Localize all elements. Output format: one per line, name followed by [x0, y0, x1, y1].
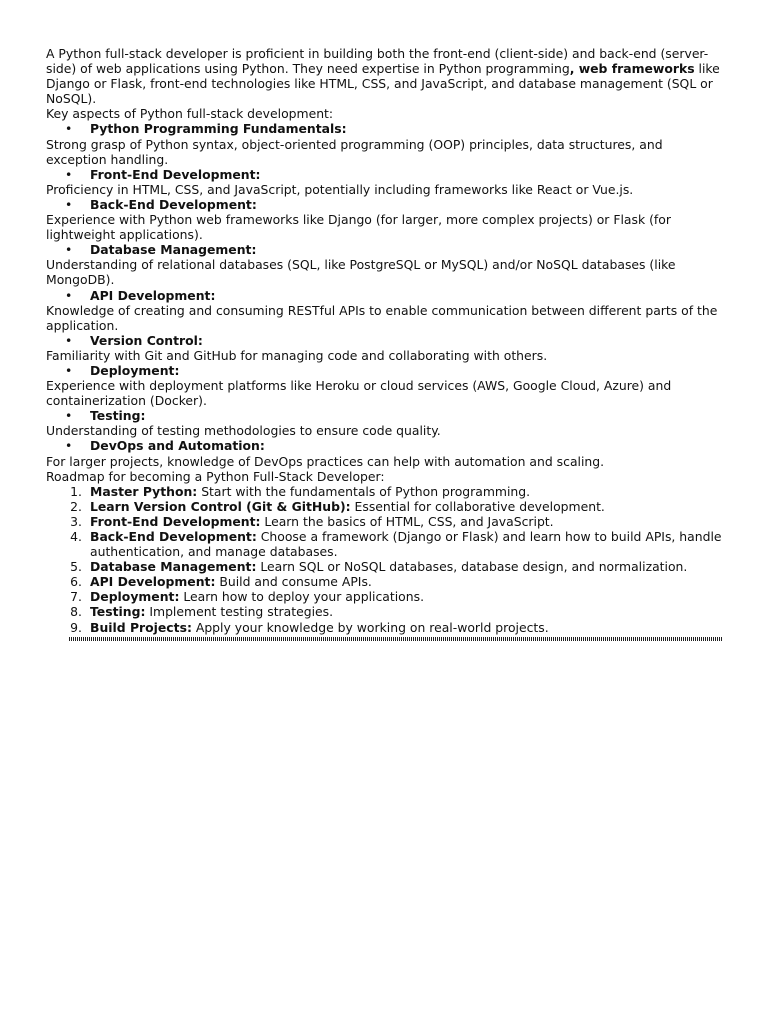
aspects-heading: Key aspects of Python full-stack development:: [46, 106, 334, 122]
roadmap-title: Deployment:: [90, 589, 180, 605]
aspect-description: Experience with deployment platforms like Heroku or cloud services (AWS, Google Cloud, Azure) and containerization (Docker).: [46, 378, 672, 409]
aspect-title: Version Control:: [90, 332, 203, 348]
document-page: [46, 46, 726, 641]
bullet-icon: •: [65, 166, 73, 182]
aspect-item: [46, 438, 726, 468]
roadmap-description: Choose a framework (Django or Flask) and learn how to build APIs, handle authentication, and manage databases.: [90, 529, 722, 560]
roadmap-description: Apply your knowledge by working on real-world projects.: [191, 619, 549, 635]
roadmap-title: Testing:: [90, 604, 146, 620]
roadmap-item: [46, 604, 726, 619]
aspect-item: [46, 288, 726, 333]
aspect-title: Deployment:: [90, 362, 180, 378]
intro-paragraph: [46, 46, 726, 106]
aspect-description: Familiarity with Git and GitHub for managing code and collaborating with others.: [46, 347, 548, 363]
aspect-description: Strong grasp of Python syntax, object-oriented programming (OOP) principles, data structures, and exception handling.: [46, 136, 663, 167]
aspect-item: [46, 242, 726, 287]
bullet-icon: •: [65, 362, 73, 378]
aspect-item: [46, 408, 726, 438]
bullet-icon: •: [65, 196, 73, 212]
roadmap-title: Master Python:: [90, 483, 198, 499]
roadmap-heading: Roadmap for becoming a Python Full-Stack Developer:: [46, 468, 385, 484]
roadmap-title: API Development:: [90, 574, 216, 590]
aspect-item: [46, 197, 726, 242]
roadmap-description: Start with the fundamentals of Python programming.: [197, 483, 531, 499]
roadmap-item: [46, 574, 726, 589]
roadmap-number: 6.: [70, 574, 82, 590]
aspect-item: [46, 121, 726, 166]
bullet-icon: •: [65, 438, 73, 454]
roadmap-number: 7.: [70, 589, 82, 605]
aspect-description: Proficiency in HTML, CSS, and JavaScript, potentially including frameworks like React or Vue.js.: [46, 181, 634, 197]
roadmap-description: Implement testing strategies.: [145, 604, 334, 620]
roadmap-description: Learn SQL or NoSQL databases, database design, and normalization.: [256, 559, 688, 575]
bullet-icon: •: [65, 121, 73, 137]
aspect-description: Understanding of testing methodologies to ensure code quality.: [46, 423, 441, 439]
roadmap-description: Learn the basics of HTML, CSS, and JavaScript.: [260, 513, 554, 529]
roadmap-number: 5.: [70, 559, 82, 575]
roadmap-number: 3.: [70, 513, 82, 529]
horizontal-divider: [69, 637, 723, 641]
roadmap-item: [46, 529, 726, 559]
aspect-description: For larger projects, knowledge of DevOps practices can help with automation and scaling.: [46, 453, 605, 469]
aspect-item: [46, 363, 726, 408]
roadmap-item: [46, 620, 726, 635]
roadmap-title: Front-End Development:: [90, 513, 261, 529]
roadmap-number: 9.: [70, 619, 82, 635]
roadmap-description: Essential for collaborative development.: [350, 498, 605, 514]
bullet-icon: •: [65, 332, 73, 348]
roadmap-item: [46, 514, 726, 529]
aspect-title: Front-End Development:: [90, 166, 261, 182]
aspect-item: [46, 167, 726, 197]
aspect-item: [46, 333, 726, 363]
aspects-list: [46, 121, 726, 468]
roadmap-list: [46, 484, 726, 635]
aspect-title: Back-End Development:: [90, 196, 257, 212]
intro-bold-text: , web frameworks: [569, 61, 695, 77]
aspect-description: Knowledge of creating and consuming RESTful APIs to enable communication between different parts of the application.: [46, 302, 718, 333]
aspect-title: Database Management:: [90, 242, 257, 258]
roadmap-item: [46, 499, 726, 514]
intro-text: A Python full-stack developer is proficient in building both the front-end (client-side) and back-end (server-side) of web applications using Python. They need expertise in Python programming: [46, 46, 709, 77]
bullet-icon: •: [65, 287, 73, 303]
bullet-icon: •: [65, 408, 73, 424]
aspect-title: API Development:: [90, 287, 216, 303]
roadmap-number: 4.: [70, 529, 82, 544]
roadmap-item: [46, 559, 726, 574]
roadmap-title: Database Management:: [90, 559, 257, 575]
aspect-description: Understanding of relational databases (SQL, like PostgreSQL or MySQL) and/or NoSQL databases (like MongoDB).: [46, 257, 676, 288]
intro-text-continued: like Django or Flask, front-end technologies like HTML, CSS, and JavaScript, and database management (SQL or NoSQL).: [46, 61, 720, 107]
roadmap-title: Learn Version Control (Git & GitHub):: [90, 498, 351, 514]
roadmap-number: 8.: [70, 604, 82, 620]
bullet-icon: •: [65, 242, 73, 258]
roadmap-item: [46, 484, 726, 499]
roadmap-title: Back-End Development:: [90, 529, 257, 544]
roadmap-number: 1.: [70, 483, 82, 499]
roadmap-item: [46, 589, 726, 604]
aspect-description: Experience with Python web frameworks like Django (for larger, more complex projects) or Flask (for lightweight applications).: [46, 212, 671, 243]
aspect-title: Testing:: [90, 408, 146, 424]
aspect-title: Python Programming Fundamentals:: [90, 121, 347, 137]
roadmap-title: Build Projects:: [90, 619, 192, 635]
roadmap-number: 2.: [70, 498, 82, 514]
roadmap-description: Build and consume APIs.: [215, 574, 372, 590]
aspect-title: DevOps and Automation:: [90, 438, 265, 454]
roadmap-description: Learn how to deploy your applications.: [179, 589, 425, 605]
